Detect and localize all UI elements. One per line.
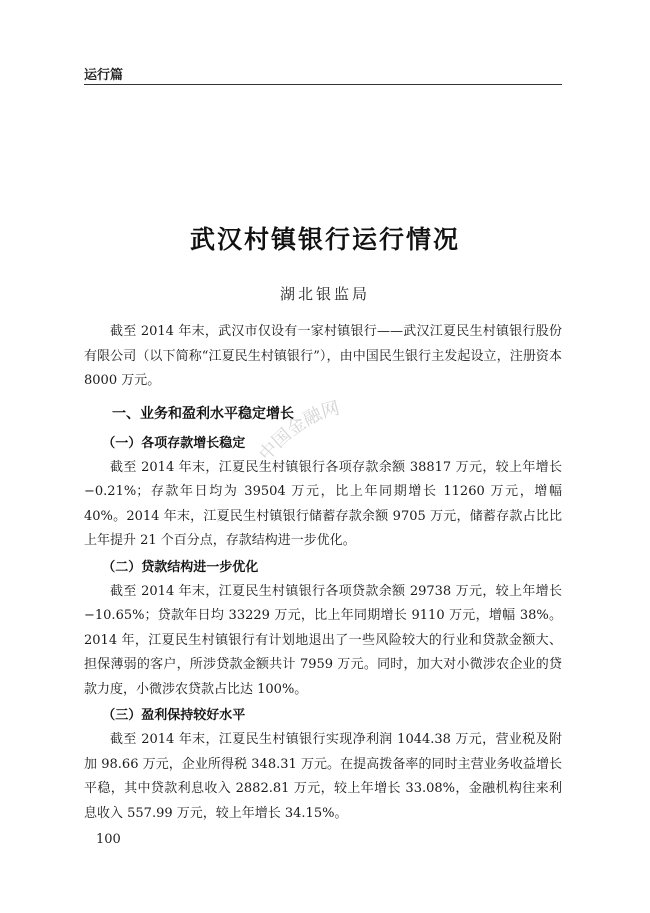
intro-paragraph: 截至 2014 年末，武汉市仅设有一家村镇银行——武汉江夏民生村镇银行股份有限公司（以下简称“江夏民生村镇银行”），由中国民生银行主发起设立，注册资本 8000 万元。 xyxy=(84,324,562,388)
watermark-text: 中国金融网 xyxy=(255,397,342,466)
page-number: 100 xyxy=(96,832,121,847)
article-title: 武汉村镇银行运行情况 xyxy=(189,225,460,254)
subsection-heading-loans: （二）贷款结构进一步优化 xyxy=(102,559,259,575)
subsection-heading-deposits: （一）各项存款增长稳定 xyxy=(102,435,246,451)
article-body xyxy=(84,320,562,826)
loans-paragraph: 截至 2014 年末，江夏民生村镇银行各项贷款余额 29738 万元，较上年增长 −10.65%；贷款年日均 33229 万元，比上年同期增长 9110 万元，增幅 38%。2014 年，江夏民生村镇银行有计划地退出了一些风险较大的行业和贷款金额大、担保薄弱的客户，所涉贷款金额共计 7959 万元。同时，加大对小微涉农企业的贷款力度，小微涉农贷款占比达 100%。 xyxy=(84,583,562,697)
section-heading: 一、业务和盈利水平稳定增长 xyxy=(112,405,294,422)
profit-paragraph: 截至 2014 年末，江夏民生村镇银行实现净利润 1044.38 万元，营业税及附加 98.66 万元，企业所得税 348.31 万元。在提高拨备率的同时主营业务收益增长平稳，其中贷款利息收入 2882.81 万元，较上年增长 33.08%，金融机构往来利息收入 557.99 万元，较上年增长 34.15%。 xyxy=(84,732,562,821)
running-header: 运行篇 xyxy=(84,68,124,83)
header-rule xyxy=(84,84,562,85)
subsection-heading-profit: （三）盈利保持较好水平 xyxy=(102,708,246,723)
article-author: 湖北银监局 xyxy=(279,285,370,303)
deposits-paragraph: 截至 2014 年末，江夏民生村镇银行各项存款余额 38817 万元，较上年增长 −0.21%；存款年日均为 39504 万元，比上年同期增长 11260 万元，增幅 40%。2014 年末，江夏民生村镇银行储蓄存款余额 9705 万元，储蓄存款占比比上年提升 21 个百分点，存款结构进一步优化。 xyxy=(84,459,562,548)
